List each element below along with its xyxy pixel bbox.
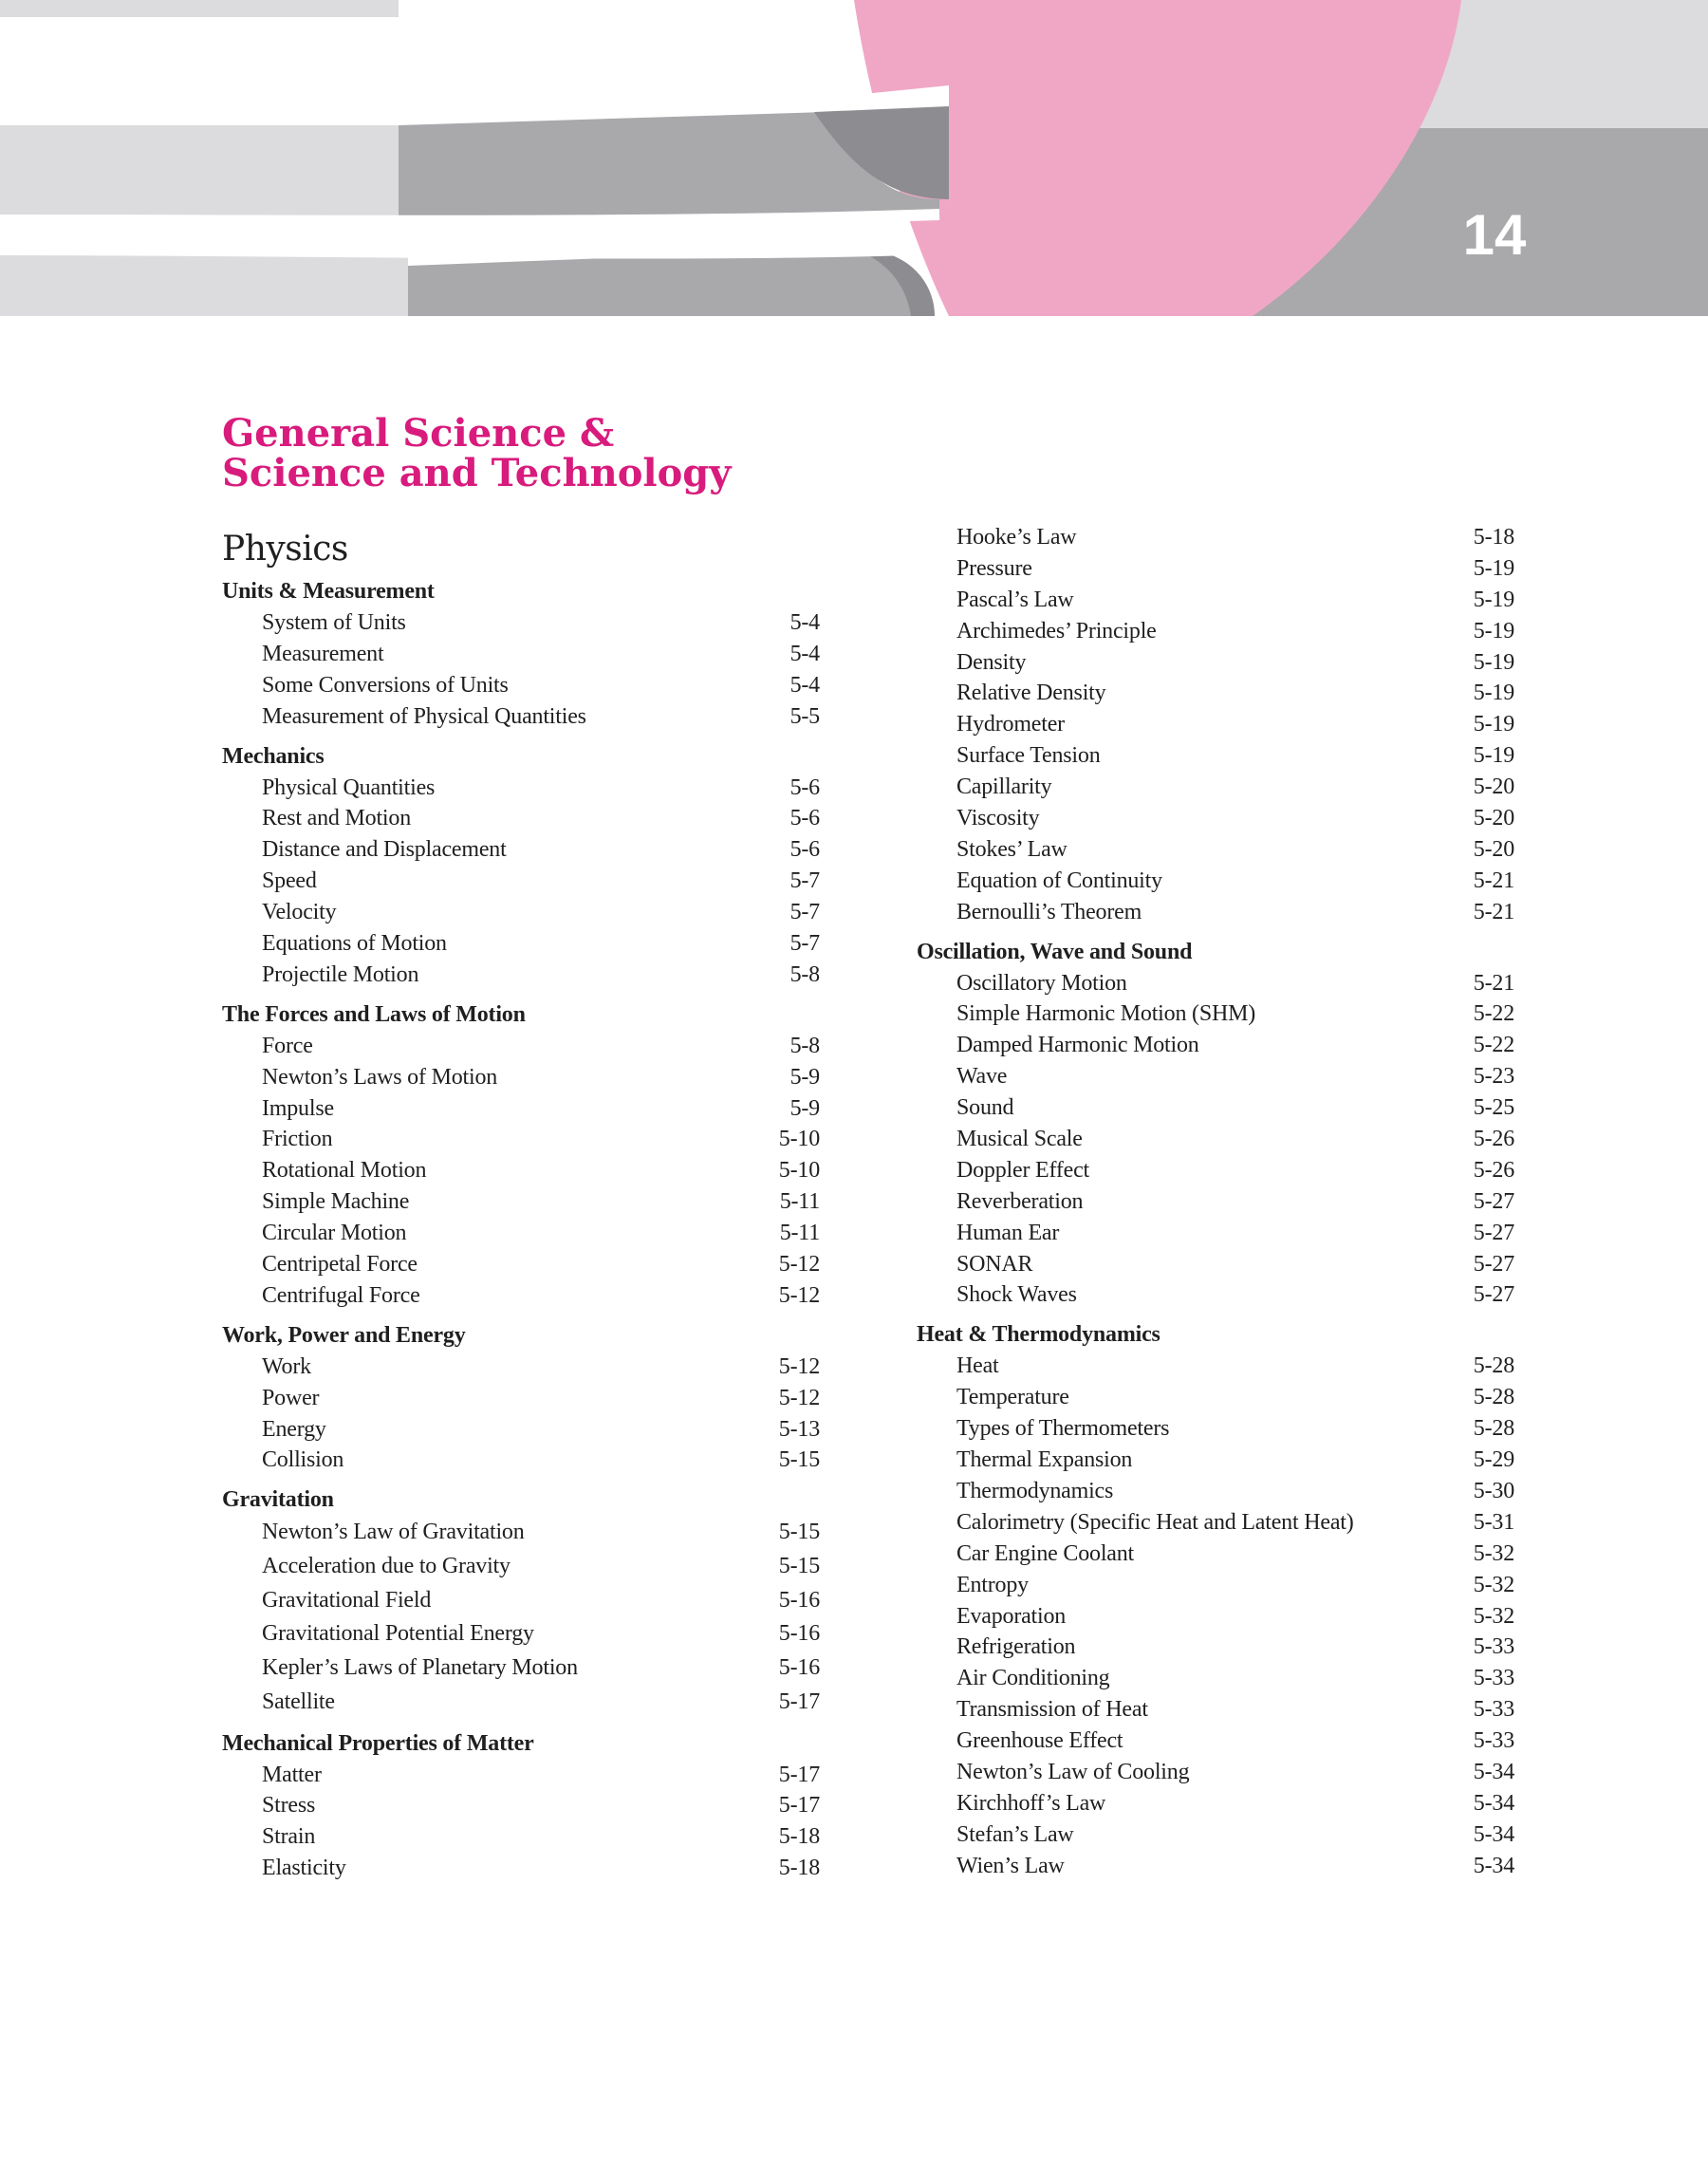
toc-section xyxy=(222,998,820,1312)
entry-page-number: 5-15 xyxy=(778,1554,820,1579)
entry-page-number: 5-11 xyxy=(779,1221,820,1246)
entry-title: Relative Density xyxy=(956,681,1106,706)
entry-title: Hooke’s Law xyxy=(956,525,1077,550)
toc-entry xyxy=(917,834,1514,866)
entry-title: Rotational Motion xyxy=(262,1158,427,1184)
entry-title: Human Ear xyxy=(956,1220,1060,1245)
toc-entry xyxy=(222,866,820,897)
entry-page-number: 5-6 xyxy=(789,837,820,863)
entry-page-number: 5-6 xyxy=(789,774,820,800)
toc-entry xyxy=(917,772,1514,803)
entry-page-number: 5-21 xyxy=(1473,868,1514,893)
entry-title: Car Engine Coolant xyxy=(956,1540,1135,1566)
toc-entry xyxy=(917,866,1514,897)
entry-page-number: 5-8 xyxy=(789,1033,820,1058)
toc-entry xyxy=(222,1383,820,1414)
entry-page-number: 5-27 xyxy=(1473,1220,1514,1245)
toc-entry xyxy=(917,1851,1514,1882)
entry-title: Surface Tension xyxy=(956,743,1101,769)
entry-page-number: 5-17 xyxy=(778,1793,820,1819)
entry-page-number: 5-11 xyxy=(779,1189,820,1215)
entry-title: Acceleration due to Gravity xyxy=(262,1554,511,1579)
entry-title: Strain xyxy=(262,1824,316,1850)
entry-title: Some Conversions of Units xyxy=(262,672,509,698)
toc-entry xyxy=(222,1093,820,1125)
entry-title: Capillarity xyxy=(956,774,1052,800)
toc-section xyxy=(222,1483,820,1719)
entry-title: Distance and Displacement xyxy=(262,837,507,863)
entry-title: Work xyxy=(262,1353,311,1379)
entry-title: Transmission of Heat xyxy=(956,1697,1148,1723)
entry-title: Sound xyxy=(956,1095,1014,1121)
toc-entry xyxy=(917,1507,1514,1539)
entry-page-number: 5-19 xyxy=(1473,712,1514,737)
toc-section xyxy=(222,575,820,733)
toc-entry xyxy=(917,585,1514,616)
entry-title: Hydrometer xyxy=(956,712,1065,737)
entry-page-number: 5-28 xyxy=(1473,1385,1514,1410)
toc-entry xyxy=(222,1790,820,1821)
entry-title: Wave xyxy=(956,1064,1008,1090)
entry-page-number: 5-20 xyxy=(1473,774,1514,800)
entry-page-number: 5-17 xyxy=(778,1689,820,1714)
section-heading: The Forces and Laws of Motion xyxy=(222,1001,526,1027)
toc-entry xyxy=(222,1821,820,1853)
section-heading: Units & Measurement xyxy=(222,579,435,604)
entry-title: Elasticity xyxy=(262,1856,346,1881)
entry-page-number: 5-33 xyxy=(1473,1728,1514,1754)
entry-title: Kepler’s Laws of Planetary Motion xyxy=(262,1655,578,1681)
entry-page-number: 5-29 xyxy=(1473,1447,1514,1473)
entry-title: Projectile Motion xyxy=(262,961,419,987)
toc-entry xyxy=(917,647,1514,679)
entry-page-number: 5-12 xyxy=(778,1353,820,1379)
entry-page-number: 5-17 xyxy=(778,1762,820,1787)
section-heading: Heat & Thermodynamics xyxy=(917,1322,1160,1348)
entry-title: Equations of Motion xyxy=(262,931,447,957)
entry-title: Centrifugal Force xyxy=(262,1282,420,1308)
entry-title: Simple Harmonic Motion (SHM) xyxy=(956,1001,1256,1027)
toc-entry xyxy=(917,1601,1514,1633)
entry-page-number: 5-7 xyxy=(789,931,820,957)
page-title xyxy=(222,411,732,495)
toc-entry xyxy=(222,1062,820,1093)
entry-title: Stokes’ Law xyxy=(956,836,1068,862)
entry-title: Power xyxy=(262,1385,320,1410)
toc-entry xyxy=(222,960,820,991)
toc-entry xyxy=(222,928,820,960)
entry-page-number: 5-12 xyxy=(778,1252,820,1278)
toc-entry xyxy=(917,1726,1514,1757)
toc-entry xyxy=(222,1414,820,1446)
entry-page-number: 5-30 xyxy=(1473,1478,1514,1503)
entry-page-number: 5-22 xyxy=(1473,1033,1514,1058)
entry-title: Thermodynamics xyxy=(956,1478,1114,1503)
entry-title: Energy xyxy=(262,1416,326,1442)
entry-page-number: 5-12 xyxy=(778,1385,820,1410)
toc-entry xyxy=(917,522,1514,553)
entry-page-number: 5-34 xyxy=(1473,1821,1514,1847)
toc-entry xyxy=(917,1186,1514,1218)
toc-entry xyxy=(917,1279,1514,1311)
entry-page-number: 5-21 xyxy=(1473,970,1514,996)
entry-page-number: 5-32 xyxy=(1473,1572,1514,1597)
entry-title: Wien’s Law xyxy=(956,1853,1065,1878)
toc-entry xyxy=(222,1686,820,1720)
toc-entry xyxy=(917,1445,1514,1476)
toc-entry xyxy=(917,1351,1514,1382)
entry-title: Kirchhoff’s Law xyxy=(956,1790,1106,1816)
entry-title: Centripetal Force xyxy=(262,1252,418,1278)
entry-page-number: 5-5 xyxy=(789,703,820,729)
toc-entry xyxy=(917,803,1514,834)
entry-page-number: 5-32 xyxy=(1473,1603,1514,1629)
entry-page-number: 5-16 xyxy=(778,1655,820,1681)
toc-entry xyxy=(917,1218,1514,1249)
entry-title: Archimedes’ Principle xyxy=(956,618,1157,644)
entry-title: Reverberation xyxy=(956,1188,1084,1214)
entry-title: Collision xyxy=(262,1447,344,1473)
entry-page-number: 5-33 xyxy=(1473,1634,1514,1660)
toc-entry xyxy=(222,1550,820,1584)
toc-entry xyxy=(917,616,1514,647)
section-heading: Mechanical Properties of Matter xyxy=(222,1730,534,1756)
toc-entry xyxy=(917,1155,1514,1186)
entry-page-number: 5-4 xyxy=(789,672,820,698)
toc-column-right xyxy=(917,522,1514,1890)
entry-page-number: 5-19 xyxy=(1473,649,1514,675)
entry-title: Force xyxy=(262,1033,313,1058)
entry-page-number: 5-21 xyxy=(1473,899,1514,924)
entry-page-number: 5-25 xyxy=(1473,1095,1514,1121)
entry-title: Temperature xyxy=(956,1385,1069,1410)
toc-entry xyxy=(222,701,820,733)
entry-title: Refrigeration xyxy=(956,1634,1076,1660)
toc-entry xyxy=(222,1280,820,1312)
entry-page-number: 5-15 xyxy=(778,1520,820,1545)
toc-entry xyxy=(917,1663,1514,1694)
toc-entry xyxy=(222,897,820,928)
section-heading: Oscillation, Wave and Sound xyxy=(917,939,1193,964)
toc-entry xyxy=(917,740,1514,772)
entry-title: Stress xyxy=(262,1793,316,1819)
entry-title: SONAR xyxy=(956,1251,1033,1277)
entry-title: Impulse xyxy=(262,1095,334,1121)
toc-entry xyxy=(222,1218,820,1249)
entry-title: Pascal’s Law xyxy=(956,587,1074,612)
entry-title: Greenhouse Effect xyxy=(956,1728,1123,1754)
entry-page-number: 5-18 xyxy=(778,1856,820,1881)
entry-title: Simple Machine xyxy=(262,1189,410,1215)
toc-entry xyxy=(222,1031,820,1062)
entry-page-number: 5-19 xyxy=(1473,743,1514,769)
toc-entry xyxy=(222,773,820,804)
entry-page-number: 5-34 xyxy=(1473,1853,1514,1878)
toc-entry xyxy=(917,1249,1514,1280)
entry-page-number: 5-9 xyxy=(789,1064,820,1090)
toc-column-left xyxy=(222,524,820,1892)
title-line-2: Science and Technology xyxy=(222,451,732,495)
toc-entry xyxy=(917,678,1514,709)
toc-entry xyxy=(222,1155,820,1186)
entry-page-number: 5-19 xyxy=(1473,618,1514,644)
entry-page-number: 5-19 xyxy=(1473,587,1514,612)
entry-title: Heat xyxy=(956,1353,999,1379)
toc-entry xyxy=(917,1124,1514,1155)
entry-title: Calorimetry (Specific Heat and Latent Heat) xyxy=(956,1509,1354,1535)
toc-entry xyxy=(917,553,1514,585)
toc-entry xyxy=(222,1352,820,1383)
entry-page-number: 5-6 xyxy=(789,806,820,831)
entry-page-number: 5-9 xyxy=(789,1095,820,1121)
entry-page-number: 5-28 xyxy=(1473,1416,1514,1442)
toc-entry xyxy=(222,639,820,670)
entry-page-number: 5-10 xyxy=(778,1158,820,1184)
toc-entry xyxy=(222,803,820,834)
entry-title: Newton’s Laws of Motion xyxy=(262,1064,498,1090)
entry-title: Circular Motion xyxy=(262,1221,407,1246)
toc-entry xyxy=(222,834,820,866)
toc-entry xyxy=(917,1030,1514,1061)
entry-page-number: 5-19 xyxy=(1473,555,1514,581)
entry-title: Gravitational Potential Energy xyxy=(262,1621,534,1647)
entry-title: Satellite xyxy=(262,1689,335,1714)
entry-page-number: 5-23 xyxy=(1473,1064,1514,1090)
toc-entry xyxy=(917,1061,1514,1092)
entry-page-number: 5-27 xyxy=(1473,1188,1514,1214)
toc-entry xyxy=(917,1413,1514,1445)
entry-title: Damped Harmonic Motion xyxy=(956,1033,1199,1058)
entry-page-number: 5-8 xyxy=(789,961,820,987)
toc-entry xyxy=(222,1249,820,1280)
toc-entry xyxy=(222,1584,820,1618)
toc-entry xyxy=(222,1760,820,1791)
entry-page-number: 5-10 xyxy=(778,1127,820,1152)
entry-title: System of Units xyxy=(262,610,406,635)
entry-title: Equation of Continuity xyxy=(956,868,1162,893)
entry-title: Velocity xyxy=(262,900,337,925)
entry-title: Matter xyxy=(262,1762,322,1787)
section-heading: Gravitation xyxy=(222,1487,334,1513)
entry-title: Entropy xyxy=(956,1572,1029,1597)
entry-page-number: 5-26 xyxy=(1473,1157,1514,1183)
toc-entry xyxy=(917,1788,1514,1819)
entry-title: Measurement xyxy=(262,641,384,666)
toc-entry xyxy=(222,1651,820,1686)
entry-title: Thermal Expansion xyxy=(956,1447,1133,1473)
entry-page-number: 5-12 xyxy=(778,1282,820,1308)
entry-page-number: 5-20 xyxy=(1473,806,1514,831)
entry-page-number: 5-16 xyxy=(778,1587,820,1613)
toc-entry xyxy=(917,998,1514,1030)
entry-title: Gravitational Field xyxy=(262,1587,432,1613)
toc-entry xyxy=(222,1445,820,1476)
entry-title: Measurement of Physical Quantities xyxy=(262,703,586,729)
entry-page-number: 5-16 xyxy=(778,1621,820,1647)
toc-entry xyxy=(917,1694,1514,1726)
entry-page-number: 5-15 xyxy=(778,1447,820,1473)
entry-page-number: 5-34 xyxy=(1473,1759,1514,1784)
entry-title: Speed xyxy=(262,868,317,894)
toc-entry xyxy=(917,1632,1514,1663)
entry-title: Physical Quantities xyxy=(262,774,436,800)
entry-title: Density xyxy=(956,649,1027,675)
entry-page-number: 5-31 xyxy=(1473,1509,1514,1535)
toc-entry xyxy=(917,1757,1514,1788)
toc-entry xyxy=(222,1186,820,1218)
entry-page-number: 5-4 xyxy=(789,641,820,666)
entry-title: Air Conditioning xyxy=(956,1666,1110,1691)
toc-entry xyxy=(222,1124,820,1155)
entry-page-number: 5-34 xyxy=(1473,1790,1514,1816)
entry-title: Oscillatory Motion xyxy=(956,970,1127,996)
entry-title: Pressure xyxy=(956,555,1032,581)
entry-page-number: 5-7 xyxy=(789,900,820,925)
entry-title: Doppler Effect xyxy=(956,1157,1090,1183)
toc-entry xyxy=(917,709,1514,740)
entry-title: Rest and Motion xyxy=(262,806,411,831)
entry-page-number: 5-7 xyxy=(789,868,820,894)
entry-page-number: 5-32 xyxy=(1473,1540,1514,1566)
entry-page-number: 5-19 xyxy=(1473,681,1514,706)
subject-heading: Physics xyxy=(222,530,348,569)
entry-page-number: 5-13 xyxy=(778,1416,820,1442)
entry-title: Newton’s Law of Gravitation xyxy=(262,1520,525,1545)
toc-section xyxy=(917,522,1514,928)
entry-page-number: 5-28 xyxy=(1473,1353,1514,1379)
right-sections xyxy=(917,522,1514,1882)
toc-entry xyxy=(222,1853,820,1884)
entry-page-number: 5-26 xyxy=(1473,1127,1514,1152)
toc-entry xyxy=(917,1539,1514,1570)
toc-entry xyxy=(917,897,1514,928)
toc-entry xyxy=(222,1617,820,1651)
entry-page-number: 5-20 xyxy=(1473,836,1514,862)
entry-page-number: 5-22 xyxy=(1473,1001,1514,1027)
entry-title: Types of Thermometers xyxy=(956,1416,1170,1442)
entry-page-number: 5-4 xyxy=(789,610,820,635)
title-line-1: General Science & xyxy=(222,411,615,456)
toc-entry xyxy=(222,1516,820,1550)
toc-entry xyxy=(917,1382,1514,1413)
entry-page-number: 5-18 xyxy=(1473,525,1514,550)
entry-title: Shock Waves xyxy=(956,1282,1077,1308)
toc-entry xyxy=(917,968,1514,999)
toc-section xyxy=(222,740,820,991)
toc-entry xyxy=(917,1819,1514,1851)
toc-section xyxy=(222,1319,820,1477)
section-heading: Work, Power and Energy xyxy=(222,1322,466,1348)
toc-section xyxy=(917,1318,1514,1881)
toc-entry xyxy=(917,1476,1514,1507)
left-sections xyxy=(222,575,820,1884)
toc-section xyxy=(917,936,1514,1312)
entry-title: Evaporation xyxy=(956,1603,1067,1629)
chapter-number: 14 xyxy=(1462,203,1527,267)
header-banner xyxy=(0,0,1708,316)
toc-entry xyxy=(222,670,820,701)
toc-entry xyxy=(917,1092,1514,1124)
entry-page-number: 5-33 xyxy=(1473,1666,1514,1691)
entry-title: Bernoulli’s Theorem xyxy=(956,899,1142,924)
entry-page-number: 5-27 xyxy=(1473,1282,1514,1308)
entry-title: Musical Scale xyxy=(956,1127,1083,1152)
toc-section xyxy=(222,1727,820,1885)
toc-entry xyxy=(917,1570,1514,1601)
entry-title: Friction xyxy=(262,1127,333,1152)
section-heading: Mechanics xyxy=(222,743,325,769)
toc-entry xyxy=(222,607,820,639)
entry-page-number: 5-18 xyxy=(778,1824,820,1850)
entry-page-number: 5-27 xyxy=(1473,1251,1514,1277)
entry-page-number: 5-33 xyxy=(1473,1697,1514,1723)
entry-title: Stefan’s Law xyxy=(956,1821,1074,1847)
entry-title: Newton’s Law of Cooling xyxy=(956,1759,1190,1784)
entry-title: Viscosity xyxy=(956,806,1040,831)
